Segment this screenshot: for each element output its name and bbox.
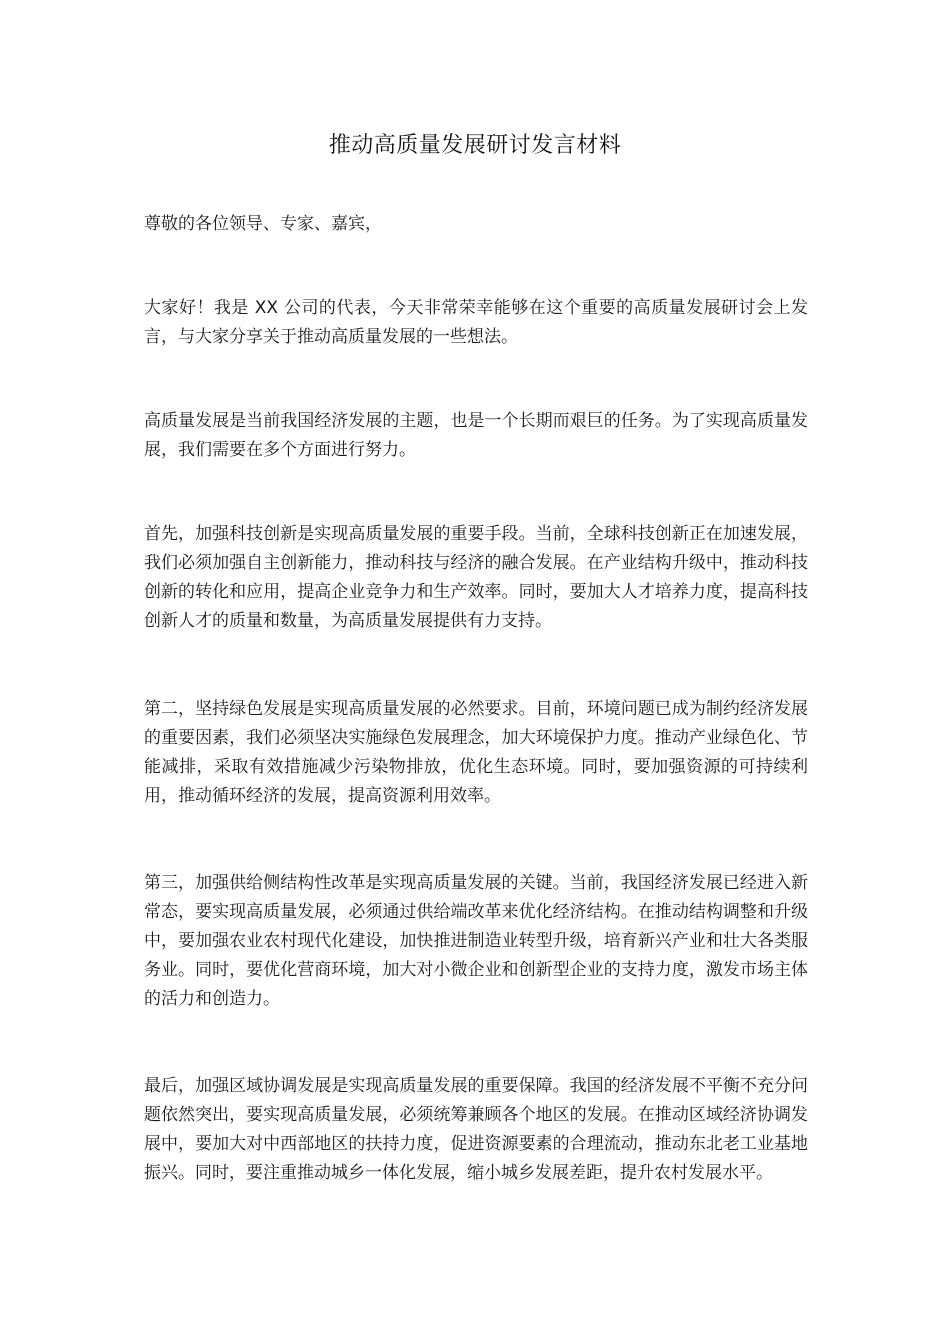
document-title: 推动高质量发展研讨发言材料 [328,133,622,158]
supply-side-reform-paragraph: 第三，加强供给侧结构性改革是实现高质量发展的关键。当前，我国经济发展已经进入新常态，要实现高质量发展，必须通过供给端改革来优化经济结构。在推动结构调整和升级中，要加强农业农村现代化建设，加快推进制造业转型升级，培育新兴产业和壮大各类服务业。同时，要优化营商环境，加大对小微企业和创新型企业的支持力度，激发市场主体的活力和创造力。 [144,873,808,1009]
intro-paragraph: 高质量发展是当前我国经济发展的主题，也是一个长期而艰巨的任务。为了实现高质量发展，我们需要在多个方面进行努力。 [144,411,808,460]
regional-coordination-paragraph: 最后，加强区域协调发展是实现高质量发展的重要保障。我国的经济发展不平衡不充分问题依然突出，要实现高质量发展，必须统筹兼顾各个地区的发展。在推动区域经济协调发展中，要加大对中西部地区的扶持力度，促进资源要素的合理流动，推动东北老工业基地振兴。同时，要注重推动城乡一体化发展，缩小城乡发展差距，提升农村发展水平。 [144,1076,808,1183]
salutation-paragraph: 尊敬的各位领导、专家、嘉宾， [144,214,382,234]
green-development-paragraph: 第二，坚持绿色发展是实现高质量发展的必然要求。目前，环境问题已成为制约经济发展的重要因素，我们必须坚决实施绿色发展理念，加大环境保护力度。推动产业绿色化、节能减排，采取有效措施减少污染物排放，优化生态环境。同时，要加强资源的可持续利用，推动循环经济的发展，提高资源利用效率。 [144,699,808,806]
greeting-paragraph: 大家好！我是 XX 公司的代表，今天非常荣幸能够在这个重要的高质量发展研讨会上发言，与大家分享关于推动高质量发展的一些想法。 [144,298,808,347]
tech-innovation-paragraph: 首先，加强科技创新是实现高质量发展的重要手段。当前，全球科技创新正在加速发展，我们必须加强自主创新能力，推动科技与经济的融合发展。在产业结构升级中，推动科技创新的转化和应用，提高企业竞争力和生产效率。同时，要加大人才培养力度，提高科技创新人才的质量和数量，为高质量发展提供有力支持。 [144,524,808,631]
